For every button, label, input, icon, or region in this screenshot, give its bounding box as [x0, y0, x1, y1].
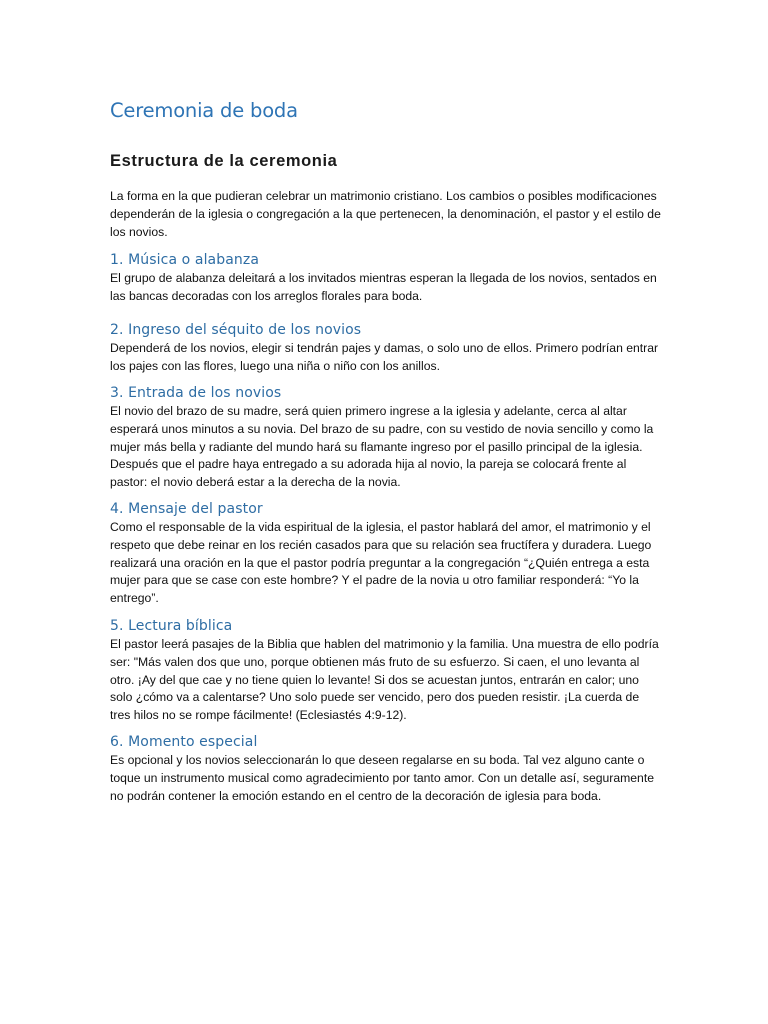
- section-entrada: [110, 383, 662, 492]
- section-heading: 1. Música o alabanza: [110, 252, 259, 268]
- section-heading: 4. Mensaje del pastor: [110, 501, 263, 517]
- section-heading: 5. Lectura bíblica: [110, 618, 233, 634]
- section-body: El grupo de alabanza deleitará a los invitados mientras esperan la llegada de los novios, sentados en las bancas decoradas con los arreglos florales para boda.: [110, 271, 657, 303]
- section-heading: 3. Entrada de los novios: [110, 385, 282, 401]
- document-subtitle: Estructura de la ceremonia: [110, 152, 338, 170]
- section-heading: 2. Ingreso del séquito de los novios: [110, 322, 362, 338]
- section-body: El pastor leerá pasajes de la Biblia que hablen del matrimonio y la familia. Una muestra de ello podría ser: "Más valen dos que uno, porque obtienen más fruto de su esfuerzo. Si caen, el uno levanta al otro. ¡Ay del que cae y no tiene quien lo levante! Si dos se acuestan juntos, entrarán en calor; uno solo ¿cómo va a calentarse? Uno solo puede ser vencido, pero dos pueden resistir. ¡La cuerda de tres hilos no se rompe fácilmente! (Eclesiastés 4:9-12).: [110, 637, 659, 723]
- intro-paragraph: La forma en la que pudieran celebrar un matrimonio cristiano. Los cambios o posibles modificaciones dependerán de la iglesia o congregación a la que pertenecen, la denominación, el pastor y el estilo de los novios.: [110, 189, 661, 239]
- intro-paragraph-container: [110, 188, 662, 241]
- section-body: El novio del brazo de su madre, será quien primero ingrese a la iglesia y adelante, cerca al altar esperará unos minutos a su novia. Del brazo de su padre, con su vestido de novia sencillo y como la mujer más bella y radiante del mundo hará su flamante ingreso por el pasillo principal de la iglesia. Después que el padre haya entregado a su adorada hija al novio, la pareja se colocará frente al pastor: el novio deberá estar a la derecha de la novia.: [110, 404, 654, 490]
- document-page: [110, 96, 662, 803]
- section-mensaje: [110, 499, 662, 608]
- section-body: Dependerá de los novios, elegir si tendrán pajes y damas, o solo uno de ellos. Primero podrían entrar los pajes con las flores, luego una niña o niño con los anillos.: [110, 341, 659, 373]
- document-title: Ceremonia de boda: [110, 99, 298, 122]
- section-momento: [110, 732, 662, 805]
- section-musica: [110, 250, 662, 306]
- section-lectura: [110, 616, 662, 725]
- section-heading: 6. Momento especial: [110, 734, 258, 750]
- section-body: Como el responsable de la vida espiritual de la iglesia, el pastor hablará del amor, el matrimonio y el respeto que debe reinar en los recién casados para que su relación sea fructífera y duradera. Luego realizará una oración en la que el pastor podría preguntar a la congregación “¿Quién entrega a esta mujer para que se case con este hombre? Y el padre de la novia u otro familiar responderá: “Yo la entrego”.: [110, 520, 652, 606]
- section-sequito: [110, 320, 662, 376]
- section-body: Es opcional y los novios seleccionarán lo que deseen regalarse en su boda. Tal vez alguno cante o toque un instrumento musical como agradecimiento por tanto amor. Con un detalle así, seguramente no podrán contener la emoción estando en el centro de la decoración de iglesia para boda.: [110, 753, 655, 803]
